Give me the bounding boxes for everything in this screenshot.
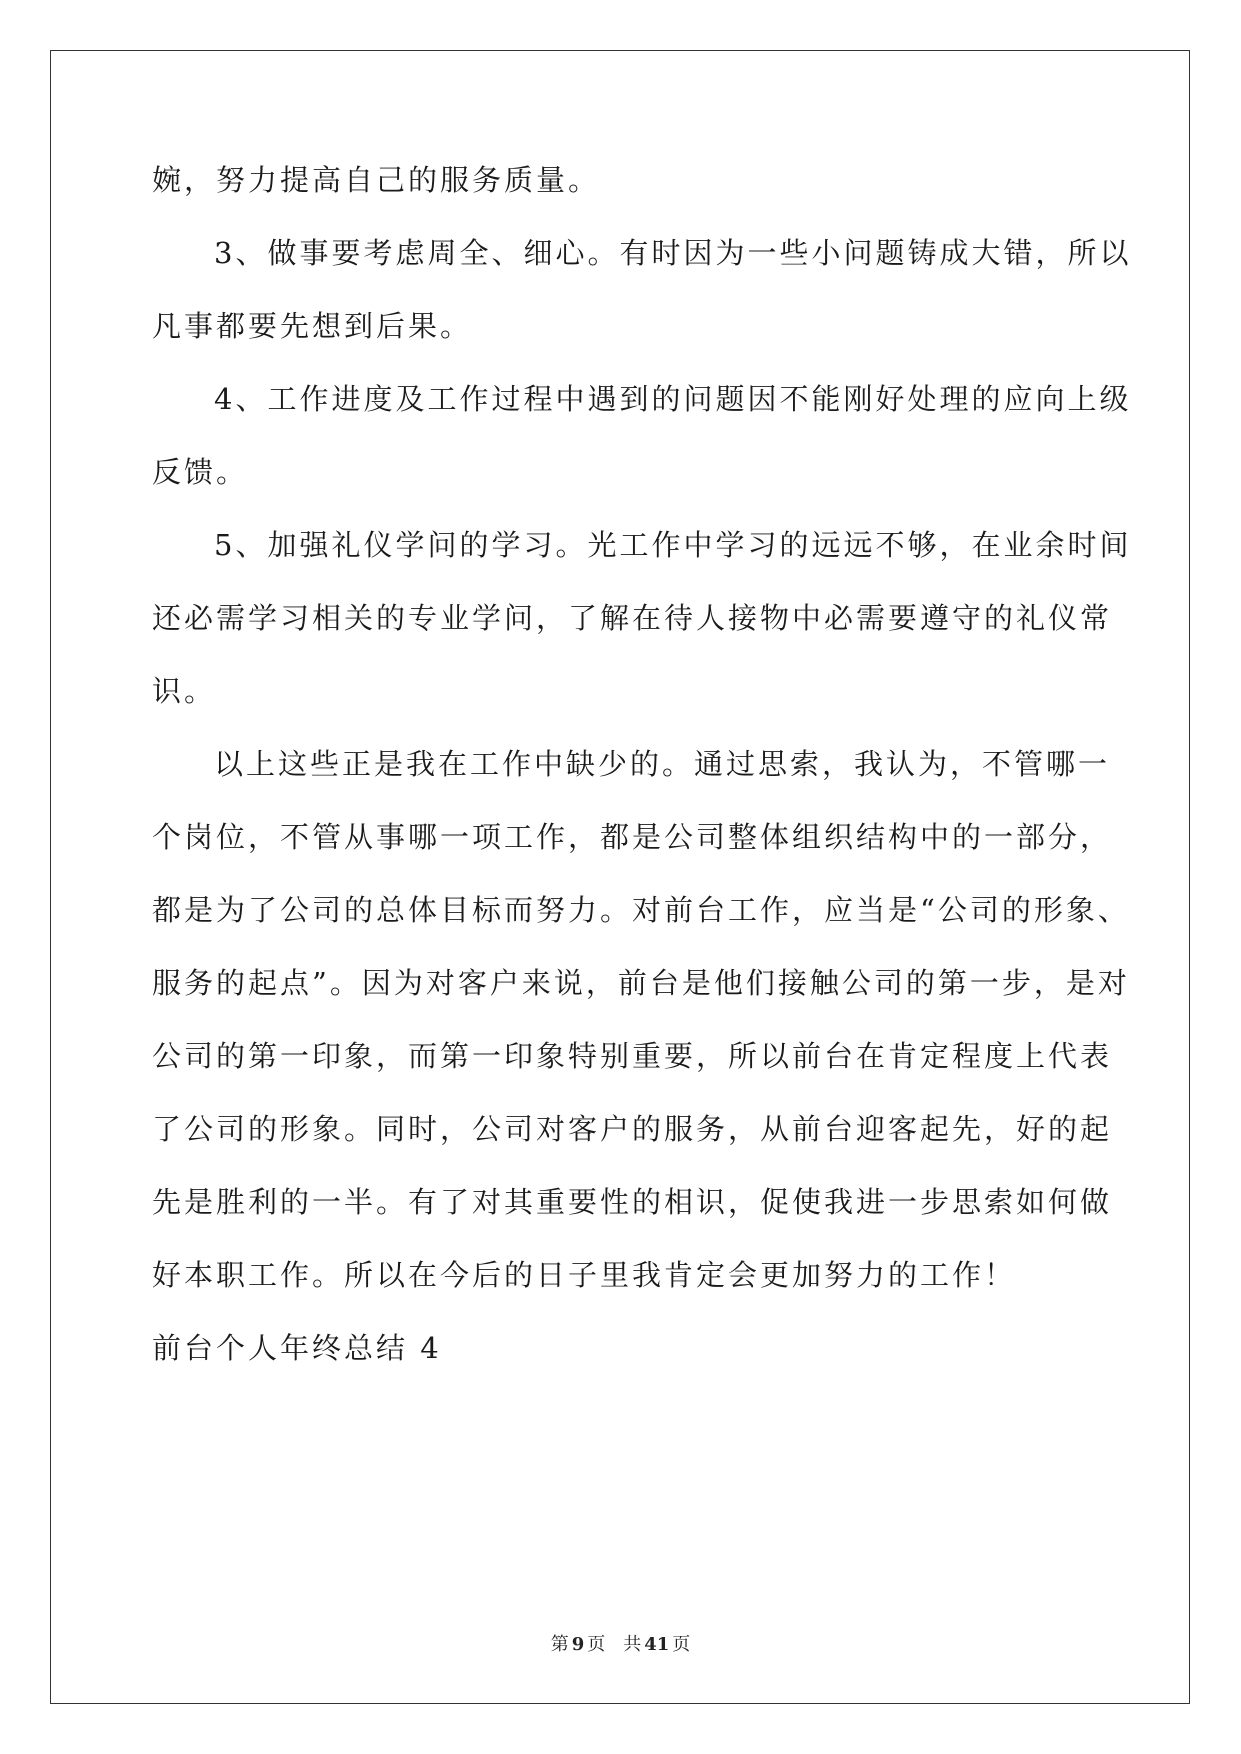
- paragraph-line: 反馈。: [152, 455, 249, 489]
- section-heading: 前台个人年终总结 4: [152, 1331, 442, 1365]
- paragraph-line: 凡事都要先想到后果。: [152, 309, 473, 343]
- paragraph-line: 婉，努力提高自己的服务质量。: [152, 163, 601, 197]
- paragraph-line: 3、做事要考虑周全、细心。有时因为一些小问题铸成大错，所以: [214, 236, 1132, 270]
- paragraph-line: 识。: [152, 674, 217, 708]
- paragraph-line: 个岗位，不管从事哪一项工作，都是公司整体组织结构中的一部分，: [152, 820, 1113, 854]
- paragraph-line: 了公司的形象。同时，公司对客户的服务，从前台迎客起先，好的起: [152, 1112, 1113, 1146]
- paragraph-line: 公司的第一印象，而第一印象特别重要，所以前台在肯定程度上代表: [152, 1039, 1113, 1073]
- paragraph-line: 都是为了公司的总体目标而努力。对前台工作，应当是“公司的形象、: [152, 893, 1130, 927]
- paragraph-line: 好本职工作。所以在今后的日子里我肯定会更加努力的工作！: [152, 1258, 1017, 1292]
- footer-page-suffix: 页: [587, 1634, 606, 1655]
- paragraph-line: 5、加强礼仪学问的学习。光工作中学习的远远不够，在业余时间: [214, 528, 1132, 562]
- footer-total-prefix: 共: [623, 1634, 642, 1655]
- footer-total-pages: 41: [644, 1634, 670, 1655]
- footer-page-number: 9: [571, 1634, 585, 1655]
- paragraph-line: 先是胜利的一半。有了对其重要性的相识，促使我进一步思索如何做: [152, 1185, 1113, 1219]
- paragraph-line: 以上这些正是我在工作中缺少的。通过思索，我认为，不管哪一: [214, 747, 1111, 781]
- paragraph-line: 4、工作进度及工作过程中遇到的问题因不能刚好处理的应向上级: [214, 382, 1132, 416]
- paragraph-line: 还必需学习相关的专业学问，了解在待人接物中必需要遵守的礼仪常: [152, 601, 1113, 635]
- page-border: [50, 50, 1190, 1704]
- footer-total-suffix: 页: [672, 1634, 691, 1655]
- paragraph-line: 服务的起点”。因为对客户来说，前台是他们接触公司的第一步，是对: [152, 966, 1130, 1000]
- footer-page-prefix: 第: [550, 1634, 569, 1655]
- page-footer: [0, 1630, 1241, 1656]
